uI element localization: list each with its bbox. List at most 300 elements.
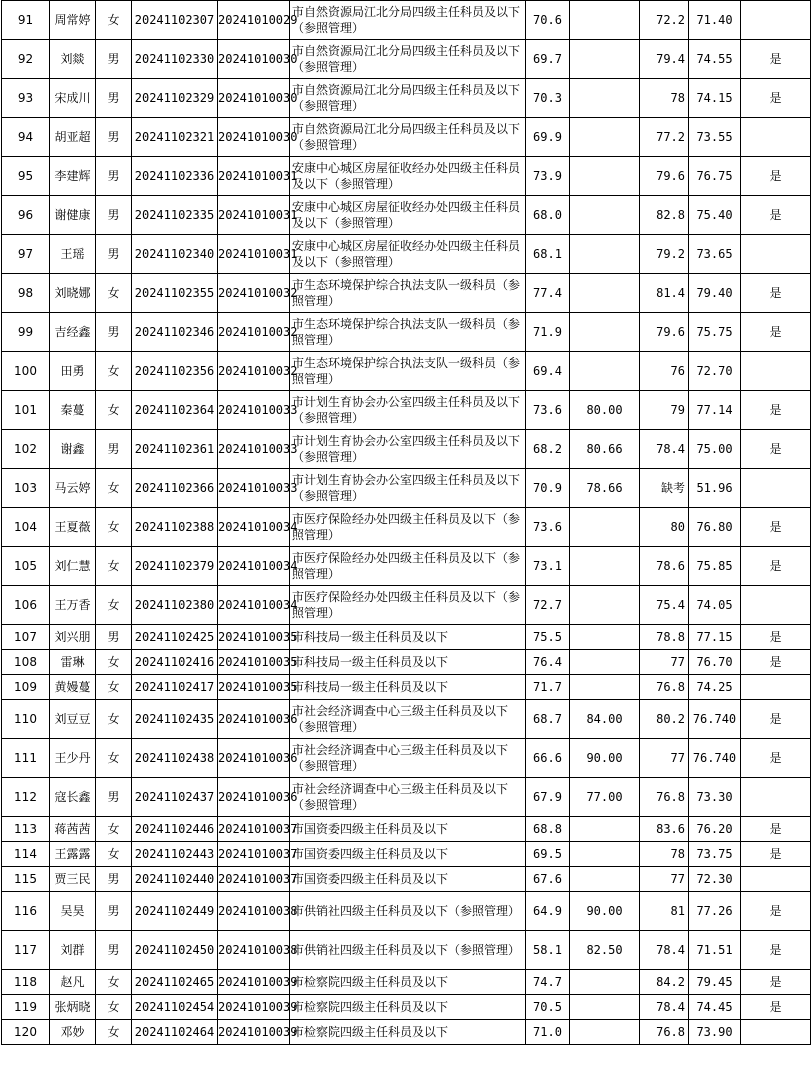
total-score-cell: 74.45 [689, 995, 741, 1020]
seq-cell: 92 [2, 40, 50, 79]
table-row [2, 235, 811, 274]
name-cell: 秦蔓 [50, 391, 96, 430]
seq-cell: 116 [2, 892, 50, 931]
position-name-cell: 市供销社四级主任科员及以下（参照管理） [290, 931, 526, 970]
ticket-number-cell: 20241102380 [132, 586, 218, 625]
written-score-cell: 74.7 [526, 970, 570, 995]
seq-cell: 100 [2, 352, 50, 391]
enter-flag-cell [741, 867, 811, 892]
name-cell: 刘群 [50, 931, 96, 970]
position-code-cell: 20241010037 [218, 817, 290, 842]
written-score-cell: 67.9 [526, 778, 570, 817]
exam-score-cell: 79 [640, 391, 689, 430]
interview-score-cell: 80.00 [570, 391, 640, 430]
position-name-cell: 市社会经济调查中心三级主任科员及以下（参照管理） [290, 700, 526, 739]
table-row [2, 700, 811, 739]
seq-cell: 104 [2, 508, 50, 547]
enter-flag-cell: 是 [741, 391, 811, 430]
exam-score-cell: 80.2 [640, 700, 689, 739]
interview-score-cell: 80.66 [570, 430, 640, 469]
enter-flag-cell: 是 [741, 157, 811, 196]
exam-score-cell: 77.2 [640, 118, 689, 157]
gender-cell: 男 [96, 867, 132, 892]
position-code-cell: 20241010039 [218, 995, 290, 1020]
name-cell: 李建辉 [50, 157, 96, 196]
interview-score-cell: 84.00 [570, 700, 640, 739]
total-score-cell: 73.30 [689, 778, 741, 817]
interview-score-cell [570, 508, 640, 547]
total-score-cell: 77.26 [689, 892, 741, 931]
interview-score-cell [570, 867, 640, 892]
gender-cell: 女 [96, 675, 132, 700]
interview-score-cell [570, 586, 640, 625]
exam-score-cell: 79.6 [640, 157, 689, 196]
gender-cell: 男 [96, 778, 132, 817]
ticket-number-cell: 20241102388 [132, 508, 218, 547]
written-score-cell: 73.6 [526, 391, 570, 430]
position-name-cell: 市自然资源局江北分局四级主任科员及以下（参照管理） [290, 40, 526, 79]
name-cell: 刘兴朋 [50, 625, 96, 650]
position-name-cell: 市医疗保险经办处四级主任科员及以下（参照管理） [290, 547, 526, 586]
name-cell: 寇长鑫 [50, 778, 96, 817]
name-cell: 马云婷 [50, 469, 96, 508]
seq-cell: 115 [2, 867, 50, 892]
total-score-cell: 74.15 [689, 79, 741, 118]
total-score-cell: 79.45 [689, 970, 741, 995]
exam-score-cell: 72.2 [640, 1, 689, 40]
written-score-cell: 70.5 [526, 995, 570, 1020]
table-row [2, 430, 811, 469]
table-row [2, 778, 811, 817]
interview-score-cell [570, 313, 640, 352]
exam-score-cell: 77 [640, 650, 689, 675]
exam-score-cell: 78.4 [640, 995, 689, 1020]
ticket-number-cell: 20241102379 [132, 547, 218, 586]
enter-flag-cell: 是 [741, 931, 811, 970]
gender-cell: 女 [96, 650, 132, 675]
position-name-cell: 市科技局一级主任科员及以下 [290, 625, 526, 650]
total-score-cell: 77.14 [689, 391, 741, 430]
interview-score-cell [570, 118, 640, 157]
written-score-cell: 73.9 [526, 157, 570, 196]
name-cell: 吉经鑫 [50, 313, 96, 352]
position-name-cell: 安康中心城区房屋征收经办处四级主任科员及以下（参照管理） [290, 196, 526, 235]
interview-score-cell: 90.00 [570, 739, 640, 778]
exam-score-cell: 82.8 [640, 196, 689, 235]
table-body [2, 1, 811, 1045]
total-score-cell: 76.740 [689, 739, 741, 778]
seq-cell: 107 [2, 625, 50, 650]
exam-score-cell: 75.4 [640, 586, 689, 625]
gender-cell: 女 [96, 817, 132, 842]
table-row [2, 274, 811, 313]
seq-cell: 94 [2, 118, 50, 157]
name-cell: 田勇 [50, 352, 96, 391]
seq-cell: 113 [2, 817, 50, 842]
interview-score-cell [570, 235, 640, 274]
seq-cell: 96 [2, 196, 50, 235]
written-score-cell: 67.6 [526, 867, 570, 892]
seq-cell: 106 [2, 586, 50, 625]
ticket-number-cell: 20241102437 [132, 778, 218, 817]
ticket-number-cell: 20241102417 [132, 675, 218, 700]
written-score-cell: 58.1 [526, 931, 570, 970]
written-score-cell: 70.9 [526, 469, 570, 508]
name-cell: 谢鑫 [50, 430, 96, 469]
name-cell: 周常婷 [50, 1, 96, 40]
enter-flag-cell [741, 352, 811, 391]
table-row [2, 547, 811, 586]
table-row [2, 469, 811, 508]
seq-cell: 118 [2, 970, 50, 995]
enter-flag-cell: 是 [741, 739, 811, 778]
enter-flag-cell [741, 469, 811, 508]
table-row [2, 650, 811, 675]
enter-flag-cell: 是 [741, 700, 811, 739]
table-row [2, 391, 811, 430]
exam-score-cell: 78 [640, 79, 689, 118]
total-score-cell: 74.05 [689, 586, 741, 625]
total-score-cell: 71.51 [689, 931, 741, 970]
name-cell: 王夏薇 [50, 508, 96, 547]
position-code-cell: 20241010037 [218, 842, 290, 867]
enter-flag-cell: 是 [741, 995, 811, 1020]
position-code-cell: 20241010034 [218, 508, 290, 547]
interview-score-cell [570, 625, 640, 650]
total-score-cell: 75.85 [689, 547, 741, 586]
position-name-cell: 安康中心城区房屋征收经办处四级主任科员及以下（参照管理） [290, 235, 526, 274]
table-row [2, 625, 811, 650]
enter-flag-cell [741, 1020, 811, 1045]
position-name-cell: 市生态环境保护综合执法支队一级科员（参照管理） [290, 313, 526, 352]
exam-score-cell: 79.4 [640, 40, 689, 79]
total-score-cell: 75.75 [689, 313, 741, 352]
total-score-cell: 76.80 [689, 508, 741, 547]
position-code-cell: 20241010033 [218, 430, 290, 469]
gender-cell: 女 [96, 1, 132, 40]
position-name-cell: 安康中心城区房屋征收经办处四级主任科员及以下（参照管理） [290, 157, 526, 196]
name-cell: 张炳晓 [50, 995, 96, 1020]
position-code-cell: 20241010035 [218, 675, 290, 700]
ticket-number-cell: 20241102361 [132, 430, 218, 469]
name-cell: 胡亚超 [50, 118, 96, 157]
table-row [2, 586, 811, 625]
position-code-cell: 20241010036 [218, 739, 290, 778]
table-row [2, 842, 811, 867]
interview-score-cell [570, 196, 640, 235]
position-code-cell: 20241010031 [218, 157, 290, 196]
position-code-cell: 20241010036 [218, 700, 290, 739]
written-score-cell: 75.5 [526, 625, 570, 650]
total-score-cell: 75.40 [689, 196, 741, 235]
position-code-cell: 20241010034 [218, 547, 290, 586]
interview-score-cell: 82.50 [570, 931, 640, 970]
gender-cell: 男 [96, 196, 132, 235]
ticket-number-cell: 20241102464 [132, 1020, 218, 1045]
seq-cell: 103 [2, 469, 50, 508]
name-cell: 雷琳 [50, 650, 96, 675]
written-score-cell: 77.4 [526, 274, 570, 313]
table-row [2, 79, 811, 118]
written-score-cell: 68.0 [526, 196, 570, 235]
written-score-cell: 73.6 [526, 508, 570, 547]
seq-cell: 99 [2, 313, 50, 352]
written-score-cell: 71.9 [526, 313, 570, 352]
results-table [1, 0, 811, 1045]
ticket-number-cell: 20241102425 [132, 625, 218, 650]
written-score-cell: 72.7 [526, 586, 570, 625]
name-cell: 蒋茜茜 [50, 817, 96, 842]
enter-flag-cell: 是 [741, 508, 811, 547]
total-score-cell: 73.75 [689, 842, 741, 867]
enter-flag-cell: 是 [741, 313, 811, 352]
enter-flag-cell: 是 [741, 274, 811, 313]
gender-cell: 女 [96, 391, 132, 430]
name-cell: 赵凡 [50, 970, 96, 995]
ticket-number-cell: 20241102454 [132, 995, 218, 1020]
position-name-cell: 市国资委四级主任科员及以下 [290, 842, 526, 867]
position-code-cell: 20241010030 [218, 79, 290, 118]
exam-score-cell: 76.8 [640, 778, 689, 817]
position-name-cell: 市医疗保险经办处四级主任科员及以下（参照管理） [290, 508, 526, 547]
exam-score-cell: 77 [640, 867, 689, 892]
position-name-cell: 市检察院四级主任科员及以下 [290, 970, 526, 995]
gender-cell: 男 [96, 118, 132, 157]
position-code-cell: 20241010032 [218, 274, 290, 313]
ticket-number-cell: 20241102336 [132, 157, 218, 196]
seq-cell: 105 [2, 547, 50, 586]
position-name-cell: 市自然资源局江北分局四级主任科员及以下（参照管理） [290, 1, 526, 40]
seq-cell: 111 [2, 739, 50, 778]
name-cell: 王少丹 [50, 739, 96, 778]
ticket-number-cell: 20241102355 [132, 274, 218, 313]
interview-score-cell [570, 79, 640, 118]
total-score-cell: 51.96 [689, 469, 741, 508]
exam-score-cell: 76.8 [640, 675, 689, 700]
name-cell: 刘晓娜 [50, 274, 96, 313]
position-code-cell: 20241010031 [218, 235, 290, 274]
table-row [2, 817, 811, 842]
ticket-number-cell: 20241102449 [132, 892, 218, 931]
table-row [2, 1020, 811, 1045]
interview-score-cell [570, 352, 640, 391]
enter-flag-cell: 是 [741, 79, 811, 118]
exam-score-cell: 83.6 [640, 817, 689, 842]
position-name-cell: 市计划生育协会办公室四级主任科员及以下（参照管理） [290, 469, 526, 508]
seq-cell: 101 [2, 391, 50, 430]
written-score-cell: 69.5 [526, 842, 570, 867]
written-score-cell: 68.1 [526, 235, 570, 274]
ticket-number-cell: 20241102364 [132, 391, 218, 430]
exam-score-cell: 81 [640, 892, 689, 931]
exam-score-cell: 84.2 [640, 970, 689, 995]
position-name-cell: 市国资委四级主任科员及以下 [290, 817, 526, 842]
ticket-number-cell: 20241102416 [132, 650, 218, 675]
written-score-cell: 68.2 [526, 430, 570, 469]
ticket-number-cell: 20241102446 [132, 817, 218, 842]
gender-cell: 男 [96, 625, 132, 650]
written-score-cell: 73.1 [526, 547, 570, 586]
exam-score-cell: 76.8 [640, 1020, 689, 1045]
seq-cell: 108 [2, 650, 50, 675]
written-score-cell: 69.4 [526, 352, 570, 391]
enter-flag-cell: 是 [741, 547, 811, 586]
position-code-cell: 20241010034 [218, 586, 290, 625]
enter-flag-cell: 是 [741, 625, 811, 650]
position-code-cell: 20241010030 [218, 118, 290, 157]
ticket-number-cell: 20241102438 [132, 739, 218, 778]
position-name-cell: 市科技局一级主任科员及以下 [290, 675, 526, 700]
name-cell: 王瑶 [50, 235, 96, 274]
total-score-cell: 72.70 [689, 352, 741, 391]
seq-cell: 97 [2, 235, 50, 274]
gender-cell: 女 [96, 274, 132, 313]
name-cell: 王万香 [50, 586, 96, 625]
name-cell: 谢健康 [50, 196, 96, 235]
position-name-cell: 市科技局一级主任科员及以下 [290, 650, 526, 675]
seq-cell: 93 [2, 79, 50, 118]
ticket-number-cell: 20241102346 [132, 313, 218, 352]
name-cell: 吴昊 [50, 892, 96, 931]
seq-cell: 98 [2, 274, 50, 313]
table-row [2, 1, 811, 40]
position-name-cell: 市自然资源局江北分局四级主任科员及以下（参照管理） [290, 79, 526, 118]
total-score-cell: 75.00 [689, 430, 741, 469]
gender-cell: 男 [96, 313, 132, 352]
total-score-cell: 79.40 [689, 274, 741, 313]
name-cell: 刘仁慧 [50, 547, 96, 586]
position-code-cell: 20241010039 [218, 970, 290, 995]
total-score-cell: 76.75 [689, 157, 741, 196]
interview-score-cell [570, 995, 640, 1020]
interview-score-cell [570, 650, 640, 675]
seq-cell: 112 [2, 778, 50, 817]
position-code-cell: 20241010031 [218, 196, 290, 235]
gender-cell: 男 [96, 235, 132, 274]
interview-score-cell [570, 817, 640, 842]
gender-cell: 女 [96, 700, 132, 739]
total-score-cell: 74.25 [689, 675, 741, 700]
exam-score-cell: 78 [640, 842, 689, 867]
seq-cell: 95 [2, 157, 50, 196]
seq-cell: 109 [2, 675, 50, 700]
enter-flag-cell: 是 [741, 892, 811, 931]
exam-score-cell: 79.6 [640, 313, 689, 352]
enter-flag-cell: 是 [741, 650, 811, 675]
enter-flag-cell [741, 778, 811, 817]
position-code-cell: 20241010033 [218, 391, 290, 430]
position-code-cell: 20241010035 [218, 625, 290, 650]
total-score-cell: 76.20 [689, 817, 741, 842]
table-row [2, 739, 811, 778]
interview-score-cell [570, 274, 640, 313]
enter-flag-cell [741, 586, 811, 625]
position-name-cell: 市社会经济调查中心三级主任科员及以下（参照管理） [290, 778, 526, 817]
name-cell: 贾三民 [50, 867, 96, 892]
total-score-cell: 73.65 [689, 235, 741, 274]
name-cell: 黄嫚蔓 [50, 675, 96, 700]
written-score-cell: 68.7 [526, 700, 570, 739]
written-score-cell: 66.6 [526, 739, 570, 778]
name-cell: 刘豆豆 [50, 700, 96, 739]
position-name-cell: 市检察院四级主任科员及以下 [290, 995, 526, 1020]
exam-score-cell: 缺考 [640, 469, 689, 508]
interview-score-cell [570, 547, 640, 586]
written-score-cell: 68.8 [526, 817, 570, 842]
table-row [2, 931, 811, 970]
ticket-number-cell: 20241102356 [132, 352, 218, 391]
gender-cell: 女 [96, 995, 132, 1020]
position-name-cell: 市供销社四级主任科员及以下（参照管理） [290, 892, 526, 931]
gender-cell: 女 [96, 586, 132, 625]
position-code-cell: 20241010030 [218, 40, 290, 79]
interview-score-cell [570, 1, 640, 40]
table-row [2, 995, 811, 1020]
exam-score-cell: 77 [640, 739, 689, 778]
position-name-cell: 市社会经济调查中心三级主任科员及以下（参照管理） [290, 739, 526, 778]
interview-score-cell [570, 675, 640, 700]
table-row [2, 118, 811, 157]
interview-score-cell [570, 970, 640, 995]
table-row [2, 157, 811, 196]
total-score-cell: 71.40 [689, 1, 741, 40]
interview-score-cell [570, 157, 640, 196]
seq-cell: 119 [2, 995, 50, 1020]
position-code-cell: 20241010036 [218, 778, 290, 817]
total-score-cell: 72.30 [689, 867, 741, 892]
position-name-cell: 市生态环境保护综合执法支队一级科员（参照管理） [290, 274, 526, 313]
position-name-cell: 市医疗保险经办处四级主任科员及以下（参照管理） [290, 586, 526, 625]
table-row [2, 196, 811, 235]
ticket-number-cell: 20241102366 [132, 469, 218, 508]
total-score-cell: 73.55 [689, 118, 741, 157]
enter-flag-cell: 是 [741, 430, 811, 469]
position-code-cell: 20241010029 [218, 1, 290, 40]
gender-cell: 女 [96, 1020, 132, 1045]
gender-cell: 男 [96, 40, 132, 79]
position-code-cell: 20241010032 [218, 352, 290, 391]
seq-cell: 114 [2, 842, 50, 867]
ticket-number-cell: 20241102335 [132, 196, 218, 235]
name-cell: 王露露 [50, 842, 96, 867]
total-score-cell: 76.70 [689, 650, 741, 675]
written-score-cell: 69.7 [526, 40, 570, 79]
position-code-cell: 20241010037 [218, 867, 290, 892]
interview-score-cell [570, 40, 640, 79]
table-row [2, 892, 811, 931]
interview-score-cell [570, 842, 640, 867]
written-score-cell: 70.6 [526, 1, 570, 40]
seq-cell: 91 [2, 1, 50, 40]
name-cell: 邓妙 [50, 1020, 96, 1045]
position-code-cell: 20241010039 [218, 1020, 290, 1045]
enter-flag-cell [741, 235, 811, 274]
ticket-number-cell: 20241102329 [132, 79, 218, 118]
table-row [2, 508, 811, 547]
table-row [2, 352, 811, 391]
gender-cell: 女 [96, 842, 132, 867]
gender-cell: 男 [96, 931, 132, 970]
position-name-cell: 市计划生育协会办公室四级主任科员及以下（参照管理） [290, 391, 526, 430]
gender-cell: 女 [96, 970, 132, 995]
written-score-cell: 76.4 [526, 650, 570, 675]
gender-cell: 女 [96, 508, 132, 547]
name-cell: 刘燚 [50, 40, 96, 79]
written-score-cell: 70.3 [526, 79, 570, 118]
position-name-cell: 市计划生育协会办公室四级主任科员及以下（参照管理） [290, 430, 526, 469]
interview-score-cell: 78.66 [570, 469, 640, 508]
interview-score-cell: 77.00 [570, 778, 640, 817]
